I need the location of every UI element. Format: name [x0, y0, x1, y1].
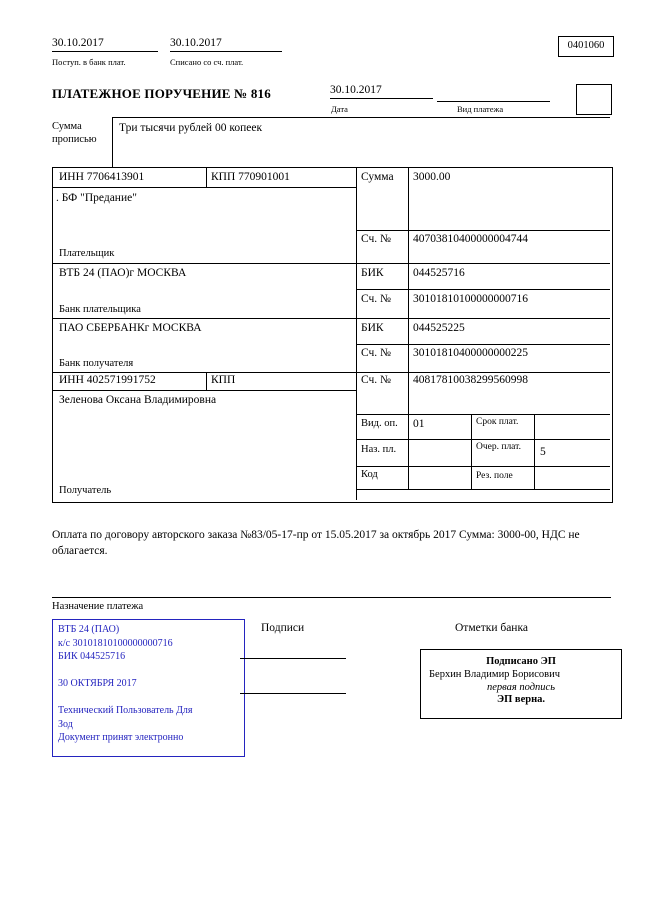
written-off-date: 30.10.2017: [170, 37, 282, 52]
grid-line: [356, 289, 610, 290]
grid-line: [53, 318, 610, 319]
stamp-line: ВТБ 24 (ПАО): [58, 624, 120, 635]
grid-line: [356, 439, 610, 440]
payee-bank-bik-value: 044525225: [413, 322, 465, 334]
payment-type-label: Вид платежа: [457, 104, 504, 114]
payment-purpose-text: Оплата по договору авторского заказа №83/05-17-пр от 15.05.2017 за октябрь 2017 Сумма: 3000-00, НДС не облагается.: [52, 529, 580, 558]
payee-kpp: КПП: [211, 374, 236, 386]
sum-value: 3000.00: [413, 171, 451, 183]
purpose-label: Назначение платежа: [52, 601, 144, 612]
stamp-line: БИК 044525716: [58, 651, 126, 662]
payee-account-label: Сч. №: [361, 374, 392, 386]
stamp-line: к/с 30101810100000000716: [58, 637, 173, 649]
written-off-label: Списано со сч. плат.: [170, 57, 244, 67]
payee-inn: ИНН 402571991752: [59, 374, 156, 386]
document-title: ПЛАТЕЖНОЕ ПОРУЧЕНИЕ № 816: [52, 86, 271, 101]
amount-in-words-value: Три тысячи рублей 00 копеек: [119, 122, 263, 134]
amount-in-words-label: Сумма прописью: [52, 121, 97, 145]
amount-cell-left-border: [112, 117, 113, 167]
stamp-line: Зод: [58, 718, 73, 730]
grid-line: [53, 390, 356, 391]
srok-plat-label: Срок плат.: [476, 417, 519, 427]
signature-stamp-box: [420, 649, 622, 719]
ocher-plat-value: 5: [540, 446, 546, 458]
payer-bank-account-label: Сч. №: [361, 293, 392, 305]
vid-op-label: Вид. оп.: [361, 418, 398, 429]
signature-line-1: [240, 658, 346, 659]
sum-label: Сумма: [361, 171, 394, 183]
received-in-bank-label: Поступ. в банк плат.: [52, 57, 126, 67]
payer-inn: ИНН 7706413901: [59, 171, 145, 183]
grid-line: [356, 414, 610, 415]
payer-bank-account-value: 30101810100000000716: [413, 293, 528, 305]
vid-op-value: 01: [413, 418, 425, 430]
naz-pl-label: Наз. пл.: [361, 444, 397, 455]
stamp-line: [58, 691, 239, 705]
payee-bank-bik-label: БИК: [361, 322, 384, 334]
purpose-underline: [52, 597, 611, 598]
grid-line: [53, 372, 610, 373]
payee-bank-name: ПАО СБЕРБАНКг МОСКВА: [59, 322, 202, 334]
received-in-bank-date: 30.10.2017: [52, 37, 158, 52]
amount-cell-top-border: [112, 117, 610, 118]
payee-bank-label: Банк получателя: [59, 358, 134, 369]
grid-line: [53, 263, 610, 264]
stamp-line: Технический Пользователь Для: [58, 705, 193, 716]
payee-label: Получатель: [59, 485, 112, 496]
stamp-line: [58, 664, 239, 678]
payer-bank-bik-label: БИК: [361, 267, 384, 279]
grid-line: [356, 489, 610, 490]
label-column-divider: [408, 168, 409, 489]
signatures-label: Подписи: [261, 622, 305, 634]
grid-divider-1: [471, 414, 472, 489]
stamp-line: Документ принят электронно: [58, 732, 184, 743]
payer-account-label: Сч. №: [361, 233, 392, 245]
table-main-divider: [356, 168, 357, 500]
rez-pole-label: Рез. поле: [476, 471, 513, 481]
payee-name: Зеленова Оксана Владимировна: [59, 394, 217, 406]
date-label: Дата: [331, 104, 348, 114]
payee-bank-account-label: Сч. №: [361, 347, 392, 359]
stamp-line: 30 ОКТЯБРЯ 2017: [58, 678, 137, 689]
signature-line-2: [240, 693, 346, 694]
payer-bank-label: Банк плательщика: [59, 304, 141, 315]
payer-bank-name: ВТБ 24 (ПАО)г МОСКВА: [59, 267, 187, 279]
grid-divider-2: [534, 414, 535, 489]
document-date: 30.10.2017: [330, 84, 433, 99]
stamp-signer-name: Берхин Владимир Борисович: [429, 669, 560, 680]
payer-bank-bik-value: 044525716: [413, 267, 465, 279]
ocher-plat-label: Очер. плат.: [476, 442, 521, 452]
stamp-verified-text: ЭП верна.: [496, 694, 545, 705]
payment-type-box: [576, 84, 612, 115]
payment-type-line: [437, 84, 550, 102]
payer-account-value: 40703810400000004744: [413, 233, 528, 245]
bank-electronic-stamp: [52, 619, 245, 757]
grid-line: [356, 466, 610, 467]
form-code-box: 0401060: [558, 36, 614, 57]
payer-label: Плательщик: [59, 248, 115, 259]
stamp-title: Подписано ЭП: [486, 656, 556, 667]
payee-inn-kpp-divider: [206, 372, 207, 390]
kod-label: Код: [361, 469, 378, 480]
stamp-signature-kind: первая подпись: [486, 682, 555, 693]
grid-line: [356, 344, 610, 345]
grid-line: [53, 187, 356, 188]
payer-inn-kpp-divider: [206, 168, 207, 187]
details-table: [52, 167, 613, 503]
payee-bank-account-value: 30101810400000000225: [413, 347, 528, 359]
grid-line: [356, 230, 610, 231]
payer-kpp: КПП 770901001: [211, 171, 290, 183]
payee-account-value: 40817810038299560998: [413, 374, 528, 386]
bank-marks-label: Отметки банка: [455, 622, 528, 634]
payer-name: . БФ "Предание": [56, 192, 137, 204]
